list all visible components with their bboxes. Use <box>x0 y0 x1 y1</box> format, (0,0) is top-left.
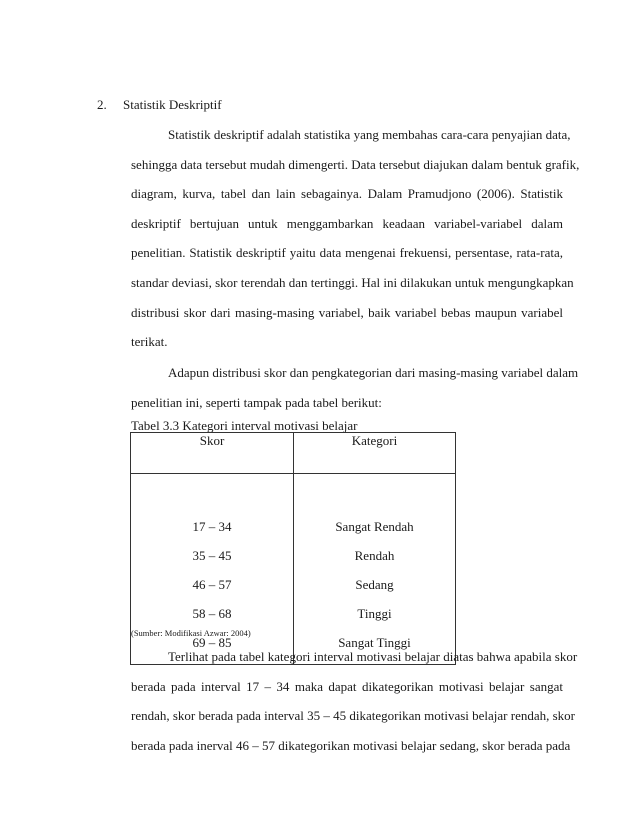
column-header-skor: Skor <box>131 433 294 474</box>
paragraph-line: Terlihat pada tabel kategori interval motivasi belajar diatas bahwa apabila skor <box>168 649 578 664</box>
table-header-row <box>131 433 456 474</box>
table-cell-kategori: Rendah <box>354 548 395 563</box>
paragraph-line: penelitian. Statistik deskriptif yaitu data mengenai frekuensi, persentase, rata-rata, <box>131 245 563 261</box>
paragraph-line: Adapun distribusi skor dan pengkategorian dari masing-masing variabel dalam <box>168 365 579 380</box>
paragraph-line: rendah, skor berada pada interval 35 – 45 dikategorikan motivasi belajar rendah, skor <box>131 708 576 724</box>
column-header-kategori: Kategori <box>294 433 456 474</box>
table-cell-kategori: Tinggi <box>357 606 392 621</box>
paragraph-line: berada pada inerval 46 – 57 dikategorikan motivasi belajar sedang, skor berada pada <box>131 737 571 753</box>
paragraph-line: standar deviasi, skor terendah dan tertinggi. Hal ini dilakukan untuk mengungkapkan <box>131 274 574 290</box>
table-cell-skor: 58 – 68 <box>192 606 232 621</box>
table-cell-kategori: Sangat Tinggi <box>338 635 411 650</box>
section-heading <box>97 97 222 113</box>
table-source-note: (Sumber: Modifikasi Azwar: 2004) <box>131 628 251 638</box>
table-caption: Tabel 3.3 Kategori interval motivasi belajar <box>131 418 358 433</box>
paragraph-line: deskriptif bertujuan untuk menggambarkan keadaan variabel-variabel dalam <box>131 215 563 231</box>
table-cell-skor: 17 – 34 <box>192 519 232 534</box>
section-number: 2. <box>97 97 107 112</box>
paragraph-line: Statistik deskriptif adalah statistika yang membahas cara-cara penyajian data, <box>168 127 571 142</box>
table-cell-skor: 35 – 45 <box>192 548 232 563</box>
paragraph-line: distribusi skor dari masing-masing variabel, baik variabel bebas maupun variabel <box>131 304 563 320</box>
section-title: Statistik Deskriptif <box>123 97 222 112</box>
kategori-column <box>294 474 456 665</box>
paragraph-statistik-deskriptif <box>131 120 580 357</box>
paragraph-line: penelitian ini, seperti tampak pada tabel berikut: <box>131 394 382 410</box>
paragraph-line: berada pada interval 17 – 34 maka dapat dikategorikan motivasi belajar sangat <box>131 678 563 694</box>
paragraph-interpretasi <box>131 642 578 760</box>
table-cell-kategori: Sedang <box>355 577 394 592</box>
table-cell-kategori: Sangat Rendah <box>335 519 414 534</box>
paragraph-line: diagram, kurva, tabel dan lain sebagainya. Dalam Pramudjono (2006). Statistik <box>131 186 563 202</box>
paragraph-line: terikat. <box>131 334 168 350</box>
paragraph-distribusi <box>131 358 579 417</box>
table-cell-skor: 69 – 85 <box>192 635 232 650</box>
table-cell-skor: 46 – 57 <box>192 577 232 592</box>
paragraph-line: sehingga data tersebut mudah dimengerti. Data tersebut diajukan dalam bentuk grafik, <box>131 156 580 172</box>
